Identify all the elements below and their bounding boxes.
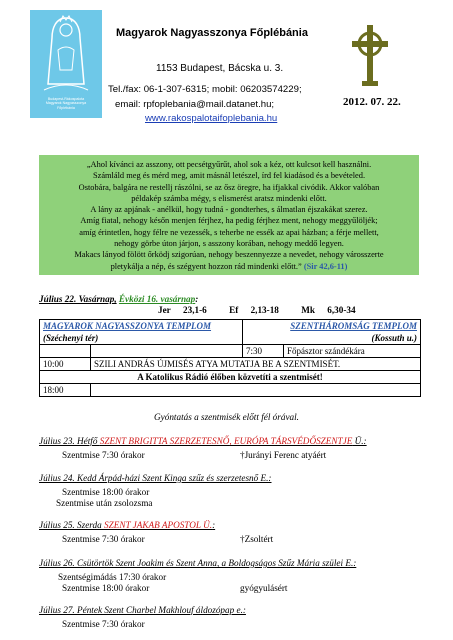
table-row xyxy=(40,371,421,384)
quote-line: nehogy görbe úton járjon, s asszony korában, nehogy meddő legyen. xyxy=(114,239,344,249)
table-row xyxy=(40,358,421,371)
quote-line: Ostobára, balgára ne restellj rászólni, se az ősz öregre, ha ifjakkal civódik. Akkor valóban xyxy=(78,182,380,192)
table-row xyxy=(40,345,421,358)
day-heading-thursday: Július 26. Csütörtök Szent Joakim és Szent Anna, a Boldogságos Szűz Mária szülei E.: xyxy=(39,558,357,568)
address: 1153 Budapest, Bácska u. 3. xyxy=(156,63,284,74)
scripture-quote-box xyxy=(39,155,419,275)
quote-line: Számláld meg és mérd meg, amit másnál letészel, írd fel kiadásod és a bevételed. xyxy=(92,171,366,181)
parish-name: Magyarok Nagyasszonya Főplébánia xyxy=(116,27,308,39)
readings xyxy=(158,305,376,315)
quote-last-line: pletykálja a nép, és szégyent hozzon rád mindenki előtt.” xyxy=(110,261,302,271)
celtic-cross-icon xyxy=(350,23,390,87)
mass-line: Szentmise 7:30 órakor xyxy=(62,450,145,460)
bulletin-date: 2012. 07. 22. xyxy=(343,96,401,108)
quote-reference: (Sir 42,6-11) xyxy=(303,261,348,271)
email: email: rpfoplebania@mail.datanet.hu; xyxy=(115,99,275,110)
mass-line: Szentségimádás 17:30 órakor xyxy=(58,572,167,582)
logo-line: Főplébánia xyxy=(57,105,75,110)
mass-line: Szentmise után zsolozsma xyxy=(56,498,153,508)
quote-line: Amíg fiatal, nehogy későn menjen férjhez, ha pedig férjhez ment, nehogy meggyűlöljék; xyxy=(80,216,378,226)
mass-intention: †Zsoltért xyxy=(240,534,274,544)
church-left-sub-cell xyxy=(40,332,243,345)
quote-line: A lány az apjának - anélkül, hogy tudná - gondterhes, s álmatlan éjszakákat szerez. xyxy=(90,205,368,215)
table-row xyxy=(40,384,421,397)
mass-line: Szentmise 18:00 órakor xyxy=(62,487,150,497)
sunday-heading xyxy=(39,294,198,304)
mass-line: Szentmise 7:30 órakor xyxy=(62,619,145,629)
confession-note: Gyóntatás a szentmisék előtt fél órával. xyxy=(154,412,299,422)
day-heading-tuesday: Július 24. Kedd Árpád-házi Szent Kinga szűz és szerzetesnő E.: xyxy=(39,473,272,483)
day-heading-wednesday: Július 25. Szerda SZENT JAKAB APOSTOL Ü.: xyxy=(39,520,216,530)
mass-schedule xyxy=(39,319,421,397)
quote-line: Makacs lányod fölött őrködj szigorúan, nehogy beszennyezze a nevedet, nehogy városszerte xyxy=(74,250,384,260)
quote-line: példakép számba mégy, s elismerést aratsz mindenki előtt. xyxy=(131,193,327,203)
church-right-sub-cell xyxy=(243,332,421,345)
church-left-sub: (Széchenyi tér) xyxy=(43,333,99,343)
sunday-suffix: : xyxy=(195,294,199,304)
day-heading-monday: Július 23. Hétfő SZENT BRIGITTA SZERZETESNŐ, EURÓPA TÁRSVÉDŐSZENTJE Ü.: xyxy=(39,436,367,446)
website-link[interactable]: www.rakospalotaifoplebania.hu xyxy=(145,113,278,124)
church-right-sub: (Kossuth u.) xyxy=(371,333,417,343)
reading: Ef 2,13-18 xyxy=(229,305,279,315)
mass-time: 18:00 xyxy=(40,384,91,397)
quote-line: „Ahol kívánci az asszony, ott pecsétgyűrűt, ahol sok a kéz, ott kulcsot kell használni. xyxy=(86,160,372,169)
madonna-icon xyxy=(30,10,102,96)
mass-time: 10:00 xyxy=(40,358,91,371)
mass-intention: †Jurányi Ferenc atyáért xyxy=(240,450,327,460)
church-left-cell xyxy=(40,320,243,333)
church-right-cell xyxy=(243,320,421,333)
logo-line: Magyarok Nagyasszonya xyxy=(45,101,87,106)
sunday-name: Évközi 16. vasárnap xyxy=(118,294,196,304)
mass-time: 7:30 xyxy=(243,345,284,358)
reading: Mk 6,30-34 xyxy=(301,305,356,315)
day-heading-friday: Július 27. Péntek Szent Charbel Makhlouf áldozópap e.: xyxy=(39,605,246,615)
mass-intention: SZILI ANDRÁS ÚJMISÉS ATYA MUTATJA BE A SZENTMISÉT. xyxy=(91,358,421,371)
quote-line: amíg érintetlen, hogy félre ne vezessék, s teherbe ne essék az apai házban; a férje mellett, xyxy=(79,227,379,237)
phone-numbers: Tel./fax: 06-1-307-6315; mobil: 06203574229; xyxy=(108,84,302,95)
mass-intention: gyógyulásért xyxy=(240,583,288,593)
mass-line: Szentmise 7:30 órakor xyxy=(62,534,145,544)
reading: Jer 23,1-6 xyxy=(158,305,207,315)
sunday-date: Július 22. Vasárnap, xyxy=(39,294,117,304)
logo-line: Budapest-Rákospalota xyxy=(47,97,85,101)
mass-line: Szentmise 18:00 órakor xyxy=(62,583,150,593)
quote-line xyxy=(44,261,414,272)
mass-intention: Főpásztor szándékára xyxy=(284,345,421,358)
church-left: MAGYAROK NAGYASSZONYA TEMPLOM xyxy=(43,321,212,331)
church-right: SZENTHÁROMSÁG TEMPLOM xyxy=(290,321,417,331)
radio-note: A Katolikus Rádió élőben közvetíti a szentmisét! xyxy=(40,371,421,384)
parish-logo xyxy=(30,10,102,118)
